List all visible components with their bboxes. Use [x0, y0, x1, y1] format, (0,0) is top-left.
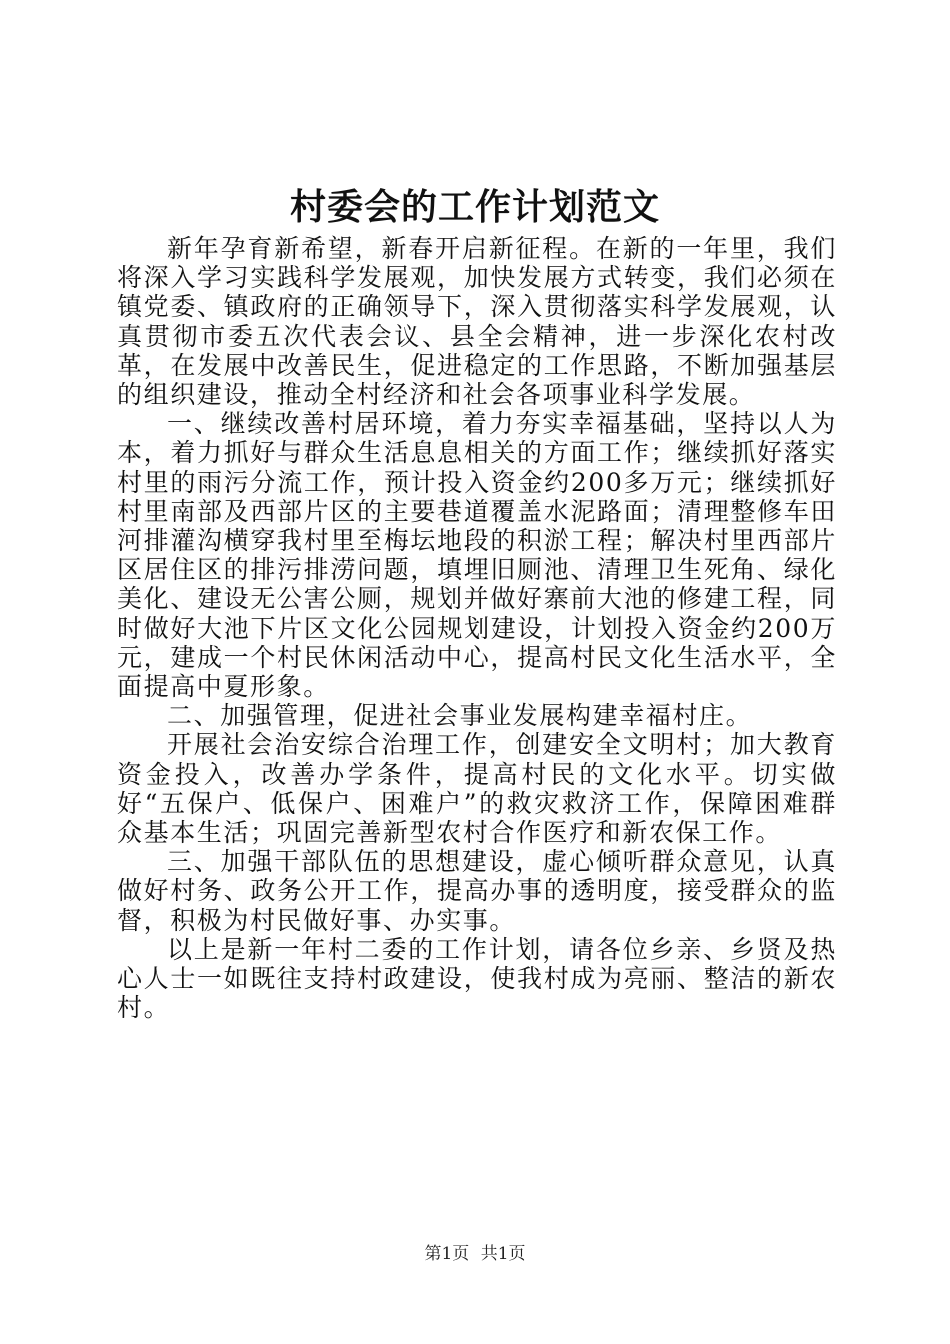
paragraph-section-one: 一、继续改善村居环境，着力夯实幸福基础，坚持以人为本，着力抓好与群众生活息息相关的方面工作；继续抓好落实村里的雨污分流工作，预计投入资金约200多万元；继续抓好村里南部及西部片区的主要巷道覆盖水泥路面；清理整修车田河排灌沟横穿我村里至梅坛地段的积淤工程；解决村里西部片区居住区的排污排涝问题，填埋旧厕池、清理卫生死角、绿化美化、建设无公害公厕，规划并做好寨前大池的修建工程，同时做好大池下片区文化公园规划建设，计划投入资金约200万元，建成一个村民休闲活动中心，提高村民文化生活水平，全面提高中夏形象。: [117, 409, 837, 702]
document-title: 村委会的工作计划范文: [289, 187, 660, 228]
page-footer: [0, 1242, 950, 1266]
document-body: [117, 234, 837, 1022]
page-number-total: 共1页: [480, 1244, 526, 1264]
paragraph-section-two-heading: 二、加强管理，促进社会事业发展构建幸福村庄。: [167, 701, 753, 731]
paragraph-intro: 新年孕育新希望，新春开启新征程。在新的一年里，我们将深入学习实践科学发展观，加快发展方式转变，我们必须在镇党委、镇政府的正确领导下，深入贯彻落实科学发展观，认真贯彻市委五次代表会议、县全会精神，进一步深化农村改革，在发展中改善民生，促进稳定的工作思路，不断加强基层的组织建设，推动全村经济和社会各项事业科学发展。: [117, 234, 837, 410]
page-number-current: 第1页: [424, 1244, 470, 1264]
paragraph-closing: 以上是新一年村二委的工作计划，请各位乡亲、乡贤及热心人士一如既往支持村政建设，使我村成为亮丽、整洁的新农村。: [117, 934, 837, 1023]
paragraph-section-two-body: 开展社会治安综合治理工作，创建安全文明村；加大教育资金投入，改善办学条件，提高村民的文化水平。切实做好“五保户、低保户、困难户”的救灾救济工作，保障困难群众基本生活；巩固完善新型农村合作医疗和新农保工作。: [117, 730, 837, 848]
paragraph-section-three: 三、加强干部队伍的思想建设，虚心倾听群众意见，认真做好村务、政务公开工作，提高办事的透明度，接受群众的监督，积极为村民做好事、办实事。: [117, 847, 837, 935]
